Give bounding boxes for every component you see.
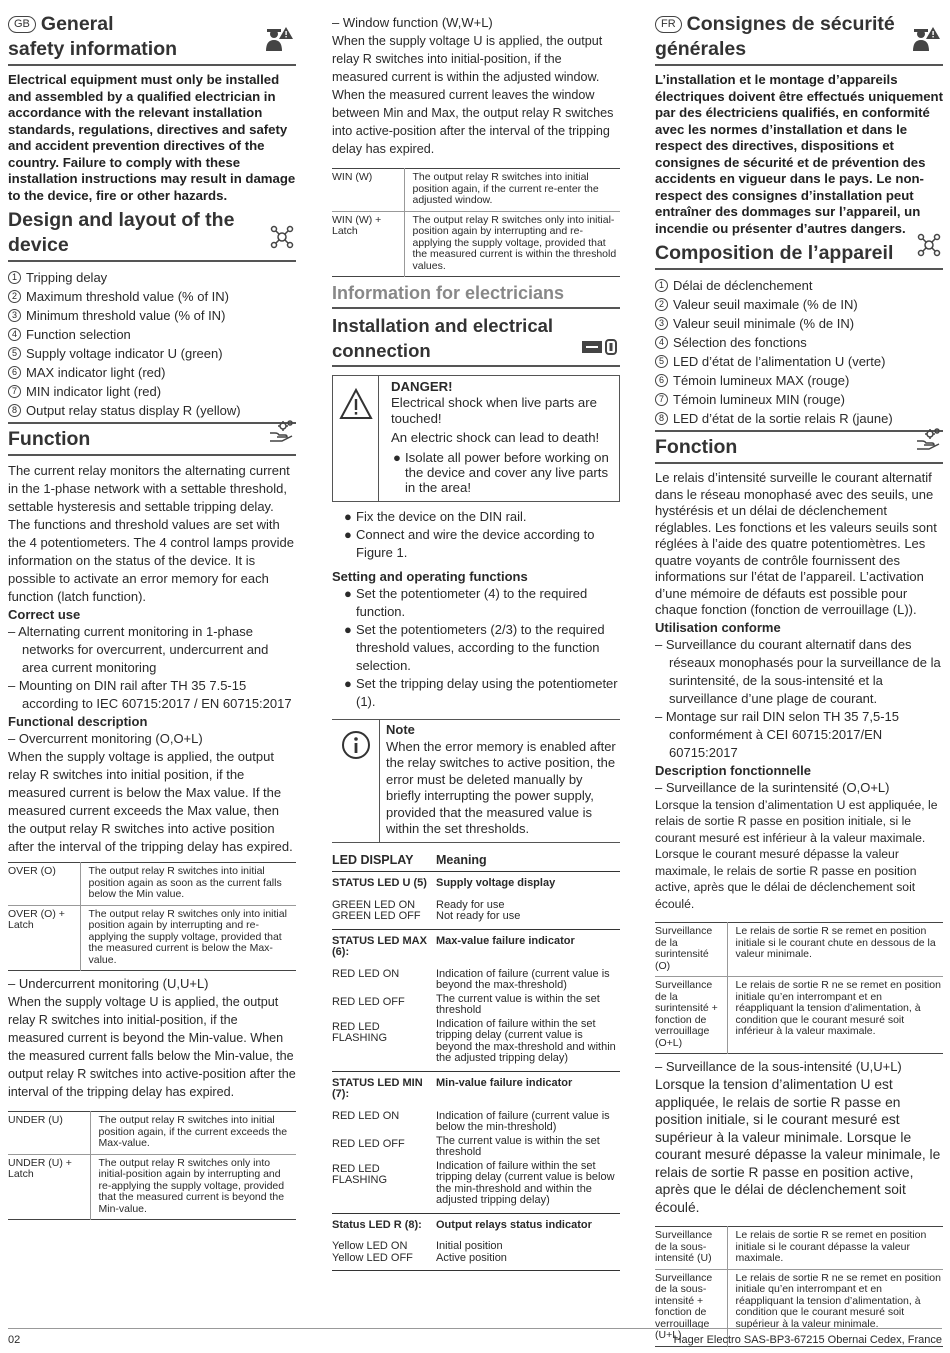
fr-under-head: – Surveillance de la sous-intensité (U,U+L) bbox=[655, 1059, 902, 1074]
table-row: Yellow LED ON Yellow LED OFF Initial position Active position bbox=[332, 1240, 507, 1264]
table-row: Status LED R (8): Output relays status indicator bbox=[332, 1213, 620, 1231]
gb-func-desc-title: Functional description bbox=[8, 714, 148, 729]
column-gb bbox=[8, 12, 296, 1224]
gb-safety-intro: Electrical equipment must only be installed and assembled by a qualified electrician in accordance with the relevant installation standards, regulations, directives and safety and accident prevention directives of the country. Failure to comply with these installation instructions may result in damage to the device, fire or other hazards. bbox=[8, 72, 296, 203]
fr-correct-use-title: Utilisation conforme bbox=[655, 619, 781, 635]
table-row: OVER (O) The output relay R switches into initial position again as soon as the current falls below the Min value. bbox=[8, 863, 296, 906]
list-item: 2 Valeur seuil maximale (% de IN) bbox=[655, 295, 943, 314]
table-row: RED LED OFF The current value is within the set threshold bbox=[332, 1134, 600, 1158]
table-row: STATUS LED U (5) Supply voltage display bbox=[332, 877, 556, 889]
gb-lang-badge: GB bbox=[8, 16, 36, 33]
electrician-warning-icon bbox=[911, 25, 941, 60]
table-row: GREEN LED ON GREEN LED OFF Ready for use Not ready for use bbox=[332, 898, 521, 922]
danger-box bbox=[332, 375, 620, 502]
table-row: UNDER (U) + Latch The output relay R switches only into initial-position again by interrupting and re-applying the supply voltage, provided that the measured current is beyond the Min-value. bbox=[8, 1154, 296, 1220]
list-item: ● Connect and wire the device according to Figure 1. bbox=[344, 527, 595, 560]
table-row: Surveillance de la surintensité + fonction de verrouillage (O+L) Le relais de sortie R ne se remet en position initiale qu’en interrompant et en réappliquant la tension d’alimentation, à condition que le courant mesuré soit inférieur à la valeur maximale. bbox=[655, 977, 943, 1054]
note-text: When the error memory is enabled after the relay switches to active position, the error must be deleted manually by briefly interrupting the power supply, provided that the measured value is within the set thresholds. bbox=[386, 738, 616, 836]
danger-title: DANGER! bbox=[391, 379, 453, 394]
gear-hand-icon bbox=[268, 419, 294, 450]
gb-correct-use-title: Correct use bbox=[8, 607, 81, 622]
fr-lang-badge: FR bbox=[655, 16, 682, 33]
table-row: RED LED ON Indication of failure (current value is beyond the max-threshold) bbox=[332, 967, 610, 991]
din-rail-icon bbox=[582, 336, 618, 361]
list-item: 7 MIN indicator light (red) bbox=[8, 382, 296, 401]
table-row: Surveillance de la sous-intensité + fonction de verrouillage (U+L) Le relais de sortie R ne se remet en position initiale qu’en interrompant et en réappliquant la tension d’alimentation, à condition que le courant mesuré soit supérieur à la valeur minimale. bbox=[655, 1269, 943, 1346]
list-item: 3 Valeur seuil minimale (% de IN) bbox=[655, 314, 943, 333]
list-item: ● Set the potentiometer (4) to the required function. bbox=[344, 586, 588, 619]
gb-over-table bbox=[8, 862, 296, 971]
list-item: 2 Maximum threshold value (% of IN) bbox=[8, 287, 296, 306]
gb-design-list bbox=[8, 268, 296, 424]
list-item: 6 Témoin lumineux MAX (rouge) bbox=[655, 371, 943, 390]
column-gb-continued bbox=[332, 14, 620, 1271]
gb-design-heading bbox=[8, 208, 296, 262]
fr-title-line1: Consignes de sécurité bbox=[686, 13, 895, 35]
note-title: Note bbox=[386, 722, 415, 737]
company-address: Hager Electro SAS-BP3-67215 Obernai Cedex, France bbox=[673, 1334, 942, 1346]
table-row: RED LED OFF The current value is within the set threshold bbox=[332, 992, 600, 1016]
fr-over-text: Lorsque la tension d’alimentation U est appliquée, le relais de sortie R passe en position initiale, si le courant mesuré est inférieur à la valeur maximale. Lorsque le courant mesuré dépasse la valeur maximale, le relais de sortie R passe en position active, après que le délai de déclenchement soit écoulé. bbox=[655, 797, 938, 911]
setting-title: Setting and operating functions bbox=[332, 569, 528, 584]
gb-function-title: Function bbox=[8, 428, 91, 450]
fr-over-head: – Surveillance de la surintensité (O,O+L) bbox=[655, 779, 890, 795]
list-item: ● Fix the device on the DIN rail. bbox=[344, 509, 527, 524]
page-number: 02 bbox=[8, 1334, 21, 1346]
table-header: LED DISPLAY Meaning bbox=[332, 853, 620, 872]
table-row: RED LED ON Indication of failure (current value is below the min-threshold) bbox=[332, 1109, 610, 1133]
table-row: WIN (W) The output relay R switches into initial position again, if the current re-enter the adjusted window. bbox=[332, 169, 620, 212]
fr-design-heading bbox=[655, 241, 943, 270]
note-box bbox=[332, 719, 620, 843]
gb-title-line2: safety information bbox=[8, 38, 178, 60]
list-item: 4 Sélection des fonctions bbox=[655, 333, 943, 352]
list-item: – Alternating current monitoring in 1-phase networks for overcurrent, undercurrent and area current monitoring bbox=[8, 624, 269, 675]
gb-over-head: – Overcurrent monitoring (O,O+L) bbox=[8, 731, 203, 746]
fr-design-title: Composition de l’appareil bbox=[655, 242, 894, 264]
led-table bbox=[332, 853, 620, 1272]
fr-title-line2: générales bbox=[655, 38, 747, 60]
list-item: 7 Témoin lumineux MIN (rouge) bbox=[655, 390, 943, 409]
list-item: ● Set the tripping delay using the potentiometer (1). bbox=[344, 676, 618, 709]
table-row: UNDER (U) The output relay R switches into initial position again, if the current exceeds the Max-value. bbox=[8, 1112, 296, 1155]
table-row: Surveillance de la sous-intensité (U) Le relais de sortie R se remet en position initiale si le courant dépasse la valeur maximale. bbox=[655, 1227, 943, 1270]
table-row: STATUS LED MAX (6): Max-value failure indicator bbox=[332, 929, 620, 959]
fr-function-heading bbox=[655, 435, 943, 464]
list-item: 5 LED d’état de l’alimentation U (verte) bbox=[655, 352, 943, 371]
fr-over-table bbox=[655, 922, 943, 1054]
table-row: WIN (W) + Latch The output relay R switches only into initial-position again by interrupting and re-applying the supply voltage, provided that the measured current is within the threshold values. bbox=[332, 211, 620, 277]
layout-nodes-icon bbox=[270, 225, 294, 256]
fr-design-list bbox=[655, 276, 943, 432]
fr-safety-heading bbox=[655, 12, 943, 66]
fr-under-text: Lorsque la tension d’alimentation U est appliquée, le relais de sortie R passe en position initiale, si le courant mesuré est supérieur à la valeur minimale. Lorsque le courant mesuré dépasse la valeur minimale, le relais de sortie R passe en position active, après que le délai de déclenchement soit écoulé. bbox=[655, 1077, 941, 1215]
gb-title-line1: General bbox=[40, 13, 114, 35]
fr-safety-intro: L’installation et le montage d’appareils électriques doivent être effectués uniquement par des électriciens qualifiés, en conformité avec les normes d’installation et dans le respect des directives, dispositions et consignes de sécurité et de prévention des accidents en vigueur dans le pays. Le non-respect des consignes d’installation peut entraîner des dommages sur l’appareil, un incendie ou présenter d’autres dangers. bbox=[655, 72, 944, 236]
table-row: Surveillance de la surintensité (O) Le relais de sortie R se remet en position initiale si le courant chute en dessous de la valeur minimale. bbox=[655, 923, 943, 977]
gb-over-text: When the supply voltage is applied, the output relay R switches into initial position, if the measured current is below the Max value. If the measured current exceeds the Max value, then the output relay R switches into active position after the interval of the tripping delay has expired. bbox=[8, 749, 293, 854]
electrician-warning-icon bbox=[264, 25, 294, 60]
table-row: STATUS LED MIN (7): Min-value failure indicator bbox=[332, 1071, 620, 1101]
fr-function-text: Le relais d’intensité surveille le courant alternatif dans le réseau monophasé avec des seuils, une hystérésis et un délai de déclenchement réglables. Les fonctions et les valeurs seuils sont réglées à l’aide des quatre potentiomètres. Les quatre voyants de contrôle fournissent des informations sur l’état de l’appareil. L’activation d’une mémoire de défauts est possible pour chaque fonction (fonction de verrouillage (L)). bbox=[655, 470, 937, 617]
list-item: 1 Tripping delay bbox=[8, 268, 296, 287]
danger-line1: Electrical shock when live parts are touched! bbox=[391, 395, 597, 426]
electricians-heading: Information for electricians bbox=[332, 281, 620, 309]
gb-function-heading bbox=[8, 427, 296, 456]
table-row: OVER (O) + Latch The output relay R switches only into initial position again by interrupting and re-applying the supply voltage, provided that the measured current is below the Max-value. bbox=[8, 905, 296, 971]
danger-line2: An electric shock can lead to death! bbox=[391, 430, 600, 445]
warning-triangle-icon bbox=[333, 376, 379, 501]
fr-function-title: Fonction bbox=[655, 436, 738, 458]
gb-window-text: When the supply voltage U is applied, the output relay R switches into initial-position, if the measured current is within the adjusted window. When the measured current leaves the window between Min and Max, the output relay R switches into active-position after the interval of the tripping delay has expired. bbox=[332, 34, 614, 156]
list-item: 6 MAX indicator light (red) bbox=[8, 363, 296, 382]
list-item: 8 Output relay status display R (yellow) bbox=[8, 401, 296, 424]
column-fr bbox=[655, 12, 943, 1351]
list-item: ● Isolate all power before working on the device and cover any live parts in the area! bbox=[393, 450, 609, 495]
table-row: RED LED FLASHING Indication of failure within the set tripping delay (current value is below the min-threshold and within the adjusted tripping delay) bbox=[332, 1159, 615, 1206]
gear-hand-icon bbox=[915, 427, 941, 458]
gb-safety-heading bbox=[8, 12, 296, 66]
gb-function-text: The current relay monitors the alternating current in the 1-phase network with a settable threshold, settable hysteresis and settable tripping delay. The functions and threshold values are set with the 4 potentiometers. The 4 control lamps provide information on the status of the device. It is possible to activate an error memory for each function (latch function). bbox=[8, 463, 294, 604]
gb-window-head: – Window function (W,W+L) bbox=[332, 15, 493, 30]
fr-func-desc-title: Description fonctionnelle bbox=[655, 762, 812, 778]
gb-design-title: Design and layout of the device bbox=[8, 209, 235, 256]
gb-under-head: – Undercurrent monitoring (U,U+L) bbox=[8, 976, 209, 991]
list-item: – Surveillance du courant alternatif dans des réseaux monophasés pour la surveillance de la surintensité, de la sous-intensité et la surveillance d’une plage de courant. bbox=[655, 636, 941, 706]
list-item: 3 Minimum threshold value (% of IN) bbox=[8, 306, 296, 325]
list-item: 1 Délai de déclenchement bbox=[655, 276, 943, 295]
gb-under-text: When the supply voltage U is applied, the output relay R switches into initial-position, if the measured current is beyond the Min-value. When the measured current falls below the Min-value, the output relay R switches into active-position after the interval of the tripping delay has expired. bbox=[8, 995, 296, 1099]
install-heading bbox=[332, 313, 620, 367]
info-icon bbox=[332, 720, 380, 842]
install-title: Installation and electrical connection bbox=[332, 315, 554, 361]
table-row: RED LED FLASHING Indication of failure within the set tripping delay (current value is beyond the max-threshold and within the adjusted tripping delay) bbox=[332, 1017, 616, 1064]
gb-under-table bbox=[8, 1111, 296, 1220]
list-item: ● Set the potentiometers (2/3) to the required threshold values, according to the function selection. bbox=[344, 622, 605, 673]
page-footer bbox=[8, 1328, 942, 1346]
list-item: 8 LED d’état de la sortie relais R (jaune) bbox=[655, 409, 943, 432]
gb-win-table bbox=[332, 168, 620, 277]
list-item: 4 Function selection bbox=[8, 325, 296, 344]
list-item: – Mounting on DIN rail after TH 35 7.5-15 according to IEC 60715:2017 / EN 60715:2017 bbox=[8, 678, 292, 711]
layout-nodes-icon bbox=[917, 233, 941, 264]
list-item: – Montage sur rail DIN selon TH 35 7,5-15 conformément à CEI 60715:2017/EN 60715:2017 bbox=[655, 708, 899, 760]
list-item: 5 Supply voltage indicator U (green) bbox=[8, 344, 296, 363]
